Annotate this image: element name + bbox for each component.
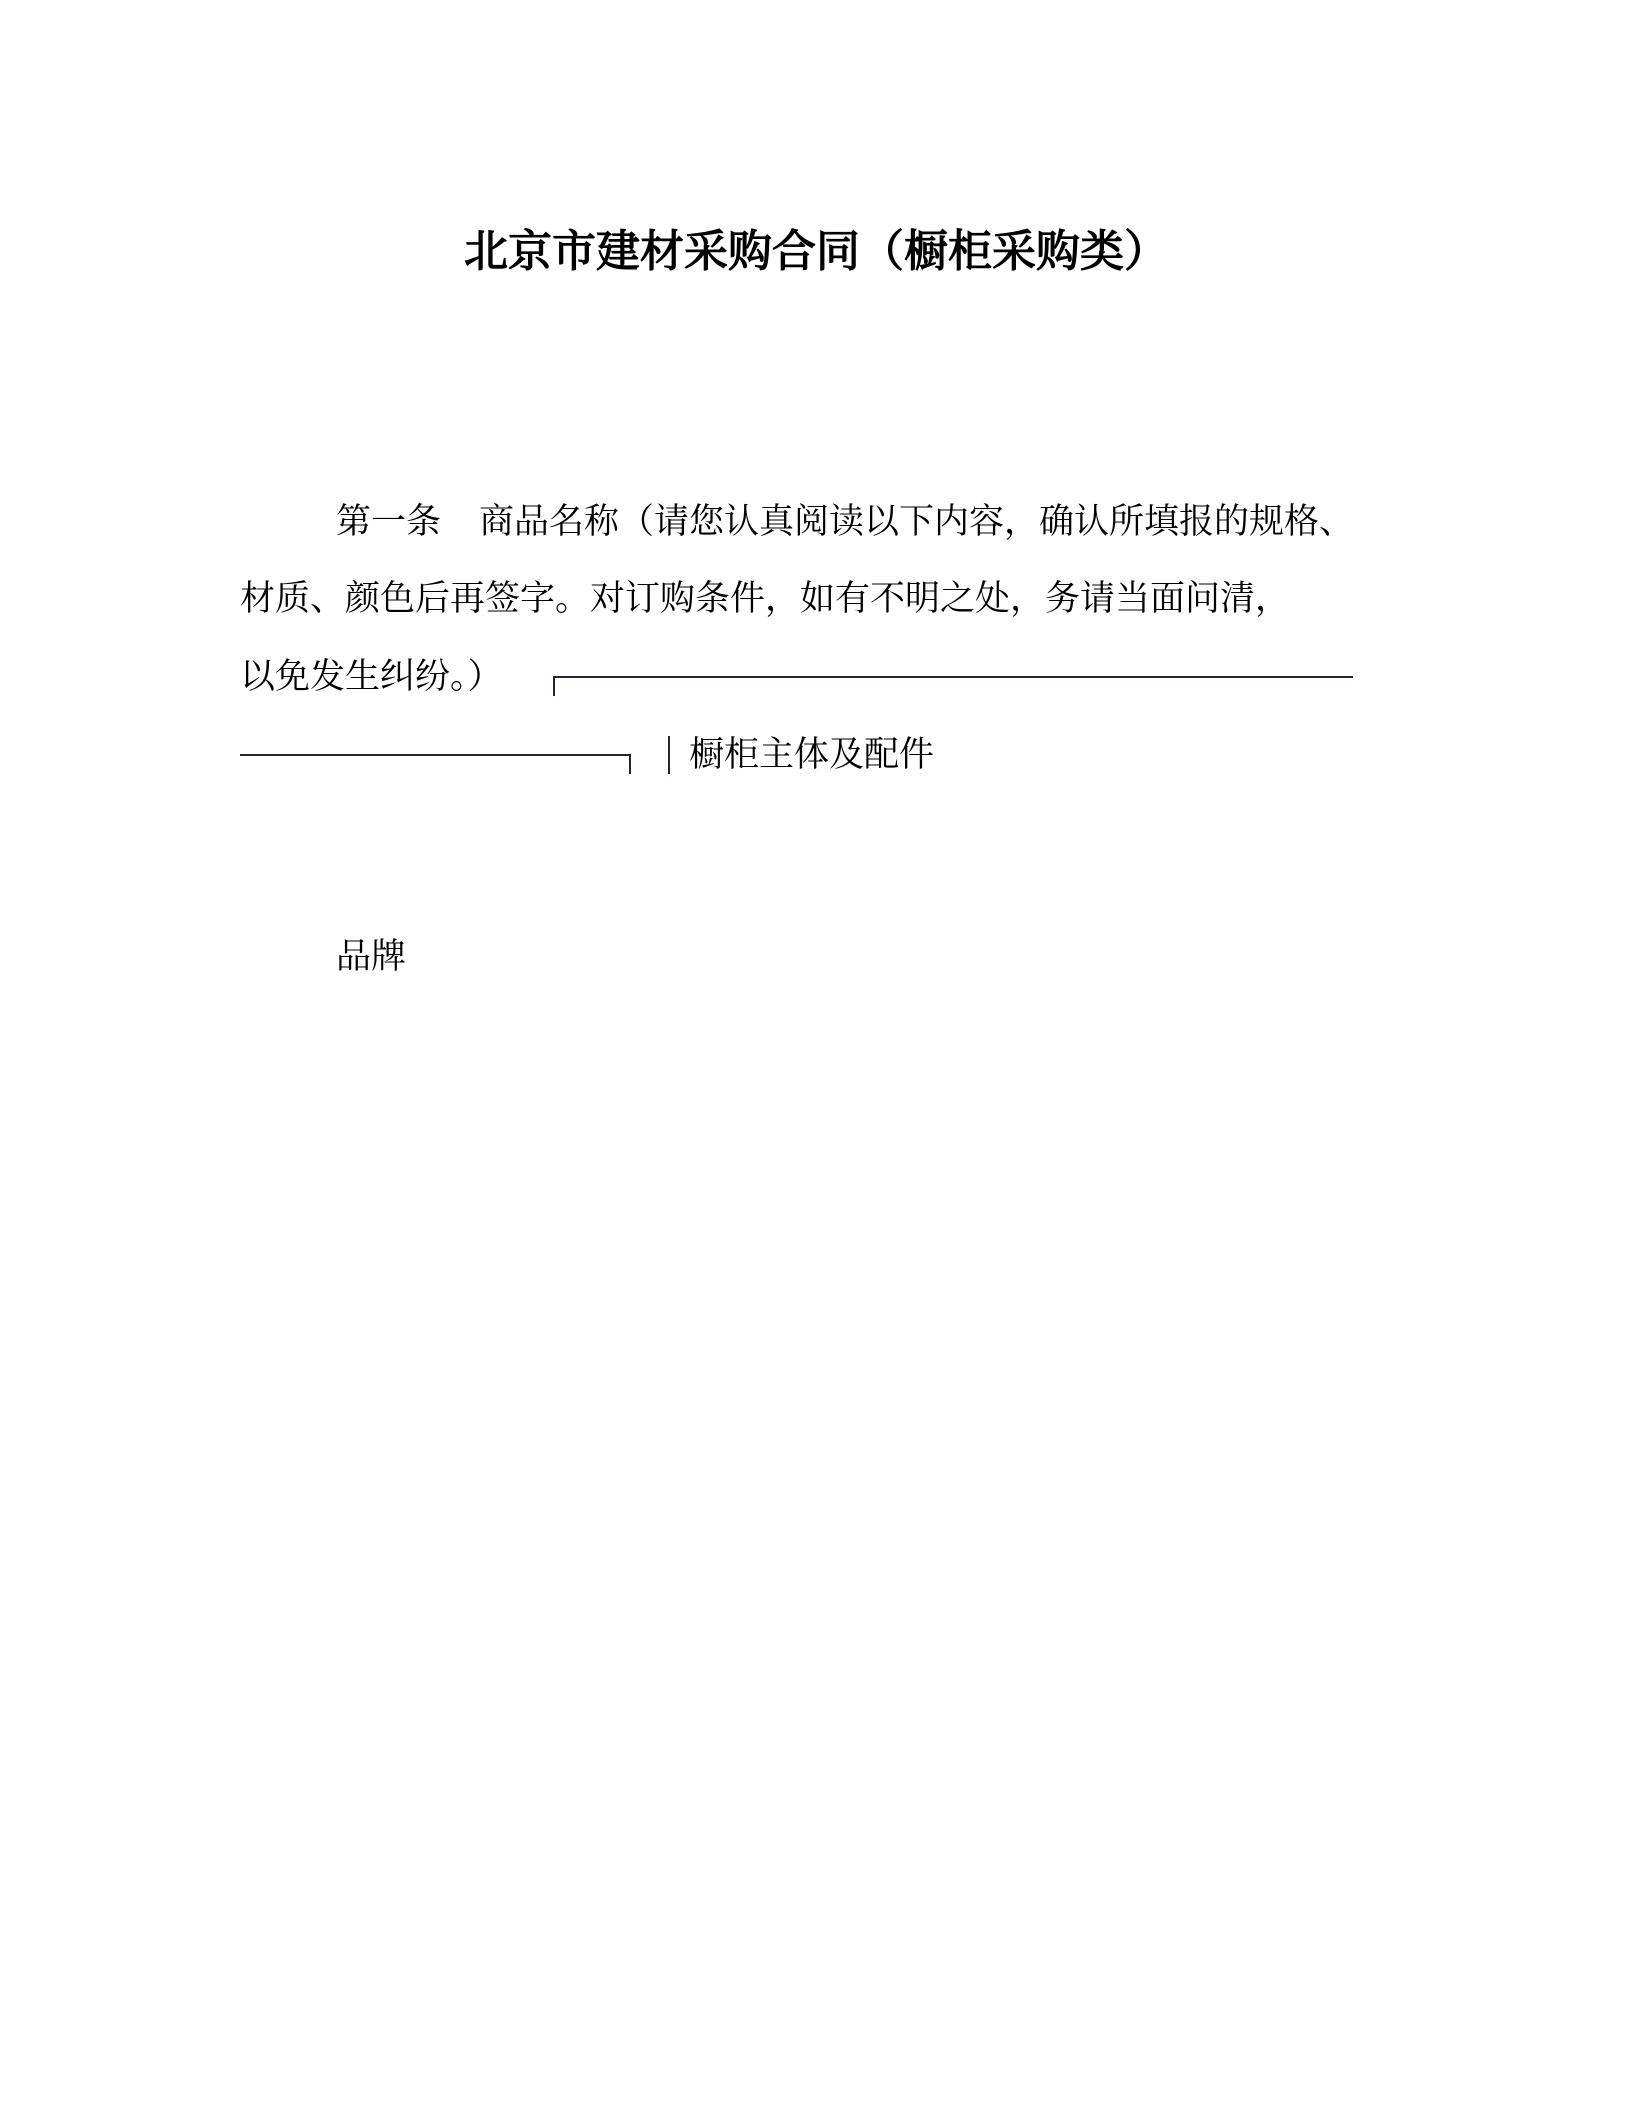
article-1-heading-line bbox=[336, 497, 1354, 547]
article-1-text-line-2: 材质、颜色后再签字。对订购条件，如有不明之处，务请当面问清， bbox=[240, 579, 1291, 619]
article-number: 第一条 bbox=[336, 502, 442, 542]
fill-in-rule-top bbox=[553, 676, 1353, 678]
fill-in-corner-bottom bbox=[629, 754, 631, 774]
fill-in-rule-bottom bbox=[240, 754, 630, 756]
fill-in-corner-top bbox=[553, 676, 555, 696]
product-name-field-value: 橱柜主体及配件 bbox=[689, 735, 935, 775]
page-title: 北京市建材采购合同（橱柜采购类） bbox=[464, 226, 1168, 277]
article-heading: 商品名称（请您认真阅读以下内容，确认所填报的规格、 bbox=[479, 502, 1355, 542]
text-cursor-mark bbox=[668, 736, 670, 774]
brand-label: 品牌 bbox=[336, 937, 407, 977]
article-1-text-line-3: 以免发生纠纷。） bbox=[240, 657, 503, 697]
